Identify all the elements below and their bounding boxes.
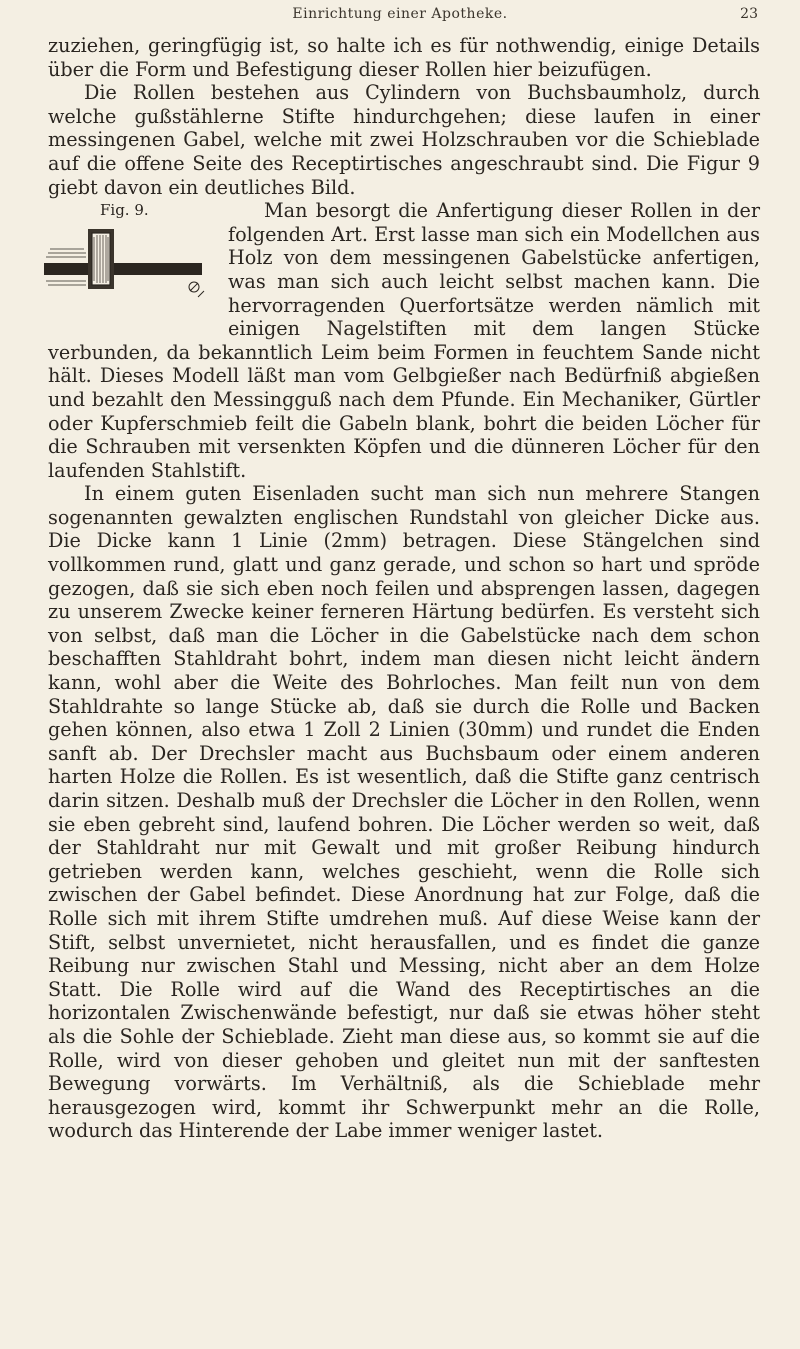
figure-9 xyxy=(44,201,218,333)
running-head-title: Einrichtung einer Apotheke. xyxy=(292,6,508,22)
figure-label: Fig. 9. xyxy=(100,201,149,220)
roller-cylinder xyxy=(92,233,110,285)
paragraph-1: zuziehen, geringfügig ist, so halte ich es für nothwendig, einige Details über die Form und Befestigung dieser Rollen hier beizufügen. xyxy=(48,34,760,81)
running-head xyxy=(0,6,800,30)
paragraph-4: In einem guten Eisenladen sucht man sich nun mehrere Stangen sogenannten gewalzten englischen Rundstahl von gleicher Dicke aus. Die Dicke kann 1 Linie (2mm) betragen. Diese Stängelchen sind vollkommen rund, glatt und ganz gerade, und schon so hart und spröde gezogen, daß sie sich eben noch feilen und absprengen lassen, dagegen zu unserem Zwecke keiner ferneren Härtung bedürfen. Es versteht sich von selbst, daß man die Löcher in die Gabelstücke nach dem schon beschafften Stahldraht bohrt, indem man diesen nicht leicht ändern kann, wohl aber die Weite des Bohrloches. Man feilt nun von dem Stahldrahte so lange Stücke ab, daß sie durch die Rolle und Backen gehen können, also etwa 1 Zoll 2 Linien (30mm) und rundet die Enden sanft ab. Der Drechsler macht aus Buchsbaum oder einem anderen harten Holze die Rollen. Es ist wesentlich, daß die Stifte ganz centrisch darin sitzen. Deshalb muß der Drechsler die Löcher in den Rollen, wenn sie eben gebreht sind, laufend bohren. Die Löcher werden so weit, daß der Stahldraht nur mit Gewalt und mit großer Reibung hindurch getrieben werden kann, welches geschieht, wenn die Rolle sich zwischen der Gabel befindet. Diese Anordnung hat zur Folge, daß die Rolle sich mit ihrem Stifte umdrehen muß. Auf diese Weise kann der Stift, selbst unvernietet, nicht herausfallen, und es findet die ganze Reibung nur zwischen Stahl und Messing, nicht aber an dem Holze Statt. Die Rolle wird auf die Wand des Receptirtisches an die horizontalen Zwischenwände befestigt, nur daß sie etwas höher steht als die Sohle der Schieblade. Zieht man diese aus, so kommt sie auf die Rolle, wird von dieser gehoben und gleitet nun mit der sanftesten Bewegung vorwärts. Im Verhältniß, als die Schieblade mehr herausgezogen wird, kommt ihr Schwerpunkt mehr an die Rolle, wodurch das Hinterende der Labe immer weniger lastet. xyxy=(48,482,760,1143)
gabel-bar xyxy=(44,263,202,275)
roller-illustration xyxy=(44,219,218,319)
page-number: 23 xyxy=(740,6,758,22)
paragraph-3: Man besorgt die Anfertigung dieser Rollen in der folgenden Art. Erst lasse man sich ein Modellchen aus Holz von dem messingenen Gabelstücke anfertigen, was man sich auch leicht selbst machen kann. Die hervorragenden Querfortsätze werden nämlich mit einigen Nagelstiften mit dem langen Stücke verbunden, da bekanntlich Leim beim Formen in feuchtem Sande nicht hält. Dieses Modell läßt man vom Gelbgießer nach Bedürfniß abgießen und bezahlt den Messingguß nach dem Pfunde. Ein Mechaniker, Gürtler oder Kupferschmieb feilt die Gabeln blank, bohrt die beiden Löcher für die Schrauben mit versenkten Köpfen und die dünneren Löcher für den laufenden Stahlstift. xyxy=(48,199,760,482)
paragraph-2: Die Rollen bestehen aus Cylindern von Buchsbaumholz, durch welche gußstählerne Stifte hindurchgehen; diese laufen in einer messingenen Gabel, welche mit zwei Holzschrauben vor die Schieblade auf die offene Seite des Receptirtisches angeschraubt sind. Die Figur 9 giebt davon ein deutliches Bild. xyxy=(48,81,760,199)
body-text xyxy=(48,34,760,1143)
